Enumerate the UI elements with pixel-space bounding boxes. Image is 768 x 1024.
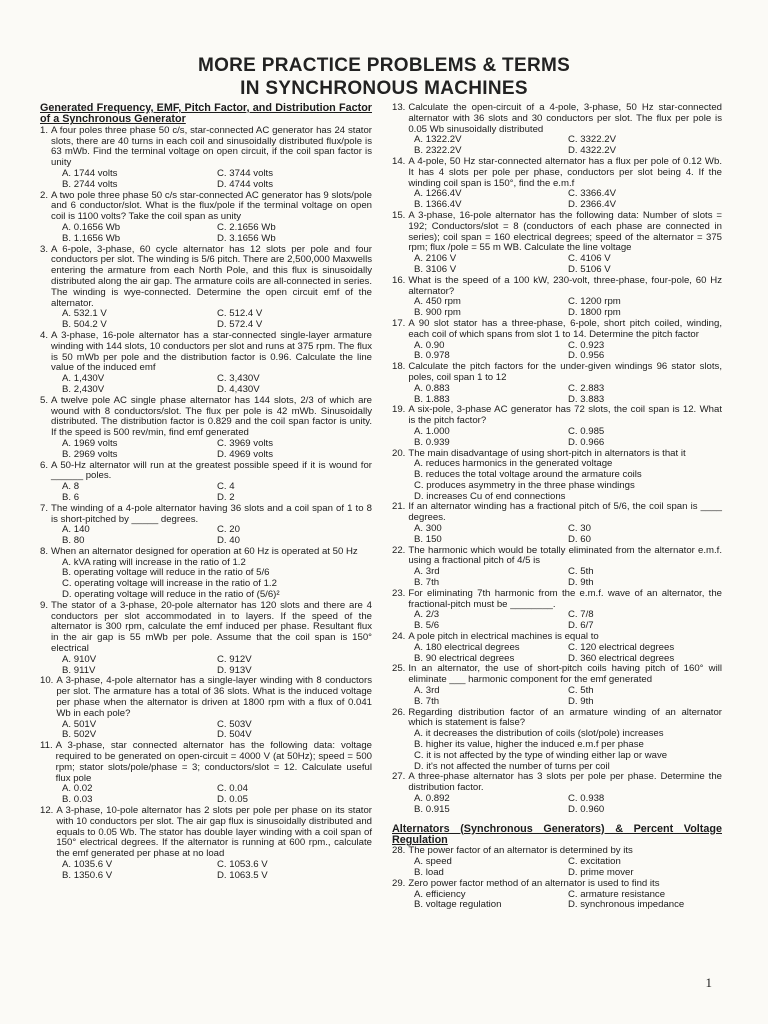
question-number: 13. bbox=[392, 102, 406, 113]
answer-options bbox=[392, 341, 722, 363]
answer-option: A. 0.892 bbox=[414, 793, 450, 804]
answer-option: D. 2366.4V bbox=[568, 199, 617, 211]
question-item bbox=[392, 362, 722, 405]
question-number: 16. bbox=[392, 274, 406, 286]
question-number: 22. bbox=[392, 544, 406, 556]
question-row bbox=[40, 461, 372, 483]
right-column bbox=[392, 103, 722, 911]
question-number: 23. bbox=[392, 587, 406, 599]
question-text: A 3-phase, 10-pole alternator has 2 slots per pole per phase on its stator with 10 conductors per slot. The air gap flux is sinusoidally distributed and equals to 0.05 Wb. The stator has double layer winding with a coil span of 150° electrical degrees. If the alternator is running at 600 rpm., calculate the emf generated per phase at no load bbox=[56, 805, 372, 860]
answer-option: D. 3.1656 Wb bbox=[217, 232, 276, 244]
page-number: 1 bbox=[705, 975, 712, 990]
answer-options bbox=[392, 794, 722, 816]
answer-option: C. 2.1656 Wb bbox=[217, 221, 276, 233]
question-item bbox=[40, 547, 372, 601]
answer-option: D. 40 bbox=[217, 535, 240, 547]
answer-option: D. increases Cu of end connections bbox=[414, 490, 566, 502]
answer-option: C. it is not affected by the type of winding either lap or wave bbox=[414, 749, 668, 761]
answer-option: C. 512.4 V bbox=[217, 308, 263, 320]
question-number: 21. bbox=[392, 501, 406, 513]
question-text: Calculate the pitch factors for the under-given windings 96 stator slots, poles, coil span 1 to 12 bbox=[408, 361, 722, 383]
question-number: 26. bbox=[392, 706, 406, 718]
answer-option: D. 5106 V bbox=[568, 263, 611, 275]
answer-option: A. 1969 volts bbox=[62, 437, 118, 449]
answer-option: A. 1035.6 V bbox=[62, 859, 113, 870]
answer-option: C. 0.938 bbox=[568, 793, 605, 804]
answer-option: A. efficiency bbox=[414, 888, 466, 900]
answer-option: A. 450 rpm bbox=[414, 296, 461, 308]
question-item bbox=[392, 546, 722, 589]
question-text: The winding of a 4-pole alternator having 36 slots and a coil span of 1 to 8 is short-pitched by _____ degrees. bbox=[51, 502, 372, 525]
question-item bbox=[40, 396, 372, 461]
question-row bbox=[40, 126, 372, 169]
answer-option: B. 1.1656 Wb bbox=[62, 232, 121, 244]
question-text: A 3-phase, 16-pole alternator has a star-connected single-layer armature winding with 144 slots, 10 conductors per slot and runs at 375 rpm. The flux is 50 mWb per pole and the distribution factor is 0.96. Calculate the line value of the induced emf bbox=[51, 329, 372, 374]
answer-option: D. 913V bbox=[217, 664, 252, 676]
question-text: The stator of a 3-phase, 20-pole alternator has 120 slots and there are 4 conductors per slot accommodated in to layers. If the speed of the alternator is 300 rpm, calculate the emf induced per phase. Resultant flux in the air gap is 55 mWb per pole. Assume that the coil span is 150° electrical bbox=[51, 599, 372, 655]
question-item bbox=[40, 461, 372, 504]
question-number: 11. bbox=[40, 740, 53, 752]
answer-option: B. 0.939 bbox=[414, 436, 450, 448]
answer-option: D. prime mover bbox=[568, 867, 634, 878]
question-number: 14. bbox=[392, 155, 406, 167]
question-number: 2. bbox=[40, 189, 49, 201]
answer-options bbox=[392, 384, 722, 406]
answer-option: C. 1053.6 V bbox=[217, 859, 268, 870]
answer-options bbox=[40, 784, 372, 806]
answer-option: C. 2.883 bbox=[568, 382, 605, 394]
question-item bbox=[40, 806, 372, 882]
answer-options bbox=[40, 558, 372, 601]
answer-option: C. 3744 volts bbox=[217, 168, 273, 179]
answer-option: C. 5th bbox=[568, 685, 594, 697]
question-item bbox=[392, 664, 722, 707]
answer-option: C. 3322.2V bbox=[568, 134, 617, 146]
question-number: 5. bbox=[40, 394, 49, 406]
question-number: 17. bbox=[392, 317, 406, 329]
answer-option: D. 504V bbox=[217, 729, 252, 741]
answer-options bbox=[392, 610, 722, 632]
question-row bbox=[40, 676, 372, 719]
answer-option: D. 6/7 bbox=[568, 620, 594, 632]
answer-option: C. 1200 rpm bbox=[568, 296, 621, 308]
question-number: 6. bbox=[40, 459, 49, 471]
question-text: A 6-pole, 3-phase, 60 cycle alternator has 12 slots per pole and four conductors per slot. The winding is 5/6 pitch. There are 2,500,000 Maxwells entering the armature from each North Pole, and this flux is sinusoidally distributed along the air gap. The armature coils are all-connected in series. The winding is wye-connected. Determine the open circuit emf of the alternator. bbox=[51, 243, 372, 309]
question-item bbox=[392, 103, 722, 157]
question-text: A six-pole, 3-phase AC generator has 72 slots, the coil span is 12. What is the pitch factor? bbox=[408, 404, 722, 427]
answer-option: A. 0.1656 Wb bbox=[62, 221, 121, 233]
question-item bbox=[392, 632, 722, 664]
question-item bbox=[40, 741, 372, 806]
question-text: A 3-phase, star connected alternator has the following data: voltage required to be generated on open-circuit = 4000 V (at 50Hz); speed = 500 rpm; stator slots/pole/phase = 3; conductors/slot = 12. Calculate useful flux pole bbox=[55, 740, 372, 784]
question-row bbox=[392, 319, 722, 341]
answer-option: B. 80 bbox=[62, 535, 85, 547]
answer-option: B. 7th bbox=[414, 695, 440, 707]
answer-options bbox=[40, 374, 372, 396]
answer-option: A. 910V bbox=[62, 653, 97, 665]
answer-options bbox=[392, 297, 722, 319]
section-heading: Alternators (Synchronous Generators) & Percent Voltage Regulation bbox=[392, 822, 722, 846]
answer-option: A. 1744 volts bbox=[62, 168, 118, 179]
question-text: A two pole three phase 50 c/s star-connected AC generator has 9 slots/pole and 6 conductor/slot. What is the flux/pole if the terminal voltage on open coil is 1100 volts? Take the coil span as unity bbox=[51, 189, 372, 223]
answer-option: D. 360 electrical degrees bbox=[568, 652, 675, 664]
question-number: 9. bbox=[40, 599, 49, 611]
page-title-line-2: IN SYNCHRONOUS MACHINES bbox=[240, 78, 528, 99]
answer-option: A. 0.883 bbox=[414, 382, 450, 394]
answer-option: C. excitation bbox=[568, 856, 621, 868]
question-text: In an alternator, the use of short-pitch coils having pitch of 160° will eliminate ___ harmonic component for the emf generated bbox=[408, 663, 722, 686]
question-number: 1. bbox=[40, 124, 49, 136]
answer-option: C. 3969 volts bbox=[217, 437, 273, 449]
answer-option: A. 2/3 bbox=[414, 609, 440, 621]
answer-options bbox=[392, 686, 722, 708]
answer-option: B. 0.978 bbox=[414, 350, 450, 362]
question-row bbox=[392, 879, 722, 890]
question-number: 7. bbox=[40, 502, 49, 514]
answer-option: A. 8 bbox=[62, 481, 80, 493]
answer-option: D. 572.4 V bbox=[217, 319, 263, 331]
answer-option: B. reduces the total voltage around the armature coils bbox=[414, 469, 642, 481]
answer-option: D. 0.05 bbox=[217, 794, 248, 806]
answer-option: C. 4106 V bbox=[568, 253, 611, 265]
answer-option: B. 150 bbox=[414, 533, 442, 545]
answer-option: B. 0.03 bbox=[62, 794, 93, 806]
answer-option: D. 0.966 bbox=[568, 436, 605, 448]
question-text: Zero power factor method of an alternator is used to find its bbox=[408, 877, 660, 889]
answer-option: A. reduces harmonics in the generated voltage bbox=[414, 458, 613, 470]
question-number: 8. bbox=[40, 545, 49, 557]
question-row bbox=[392, 664, 722, 686]
answer-option: C. 3,430V bbox=[217, 373, 260, 385]
question-item bbox=[392, 449, 722, 503]
answer-option: B. 3106 V bbox=[414, 263, 457, 275]
answer-option: B. load bbox=[414, 867, 444, 878]
answer-option: B. higher its value, higher the induced e.m.f per phase bbox=[414, 739, 644, 751]
question-text: A four poles three phase 50 c/s, star-connected AC generator has 24 stator slots, there are 40 turns in each coil and sinusoidally distributed flux/pole is 63 mWb. Find the terminal voltage on open circuit, if the coil span factor is unity bbox=[51, 124, 372, 169]
answer-option: B. voltage regulation bbox=[414, 899, 502, 911]
answer-option: B. 1.883 bbox=[414, 393, 450, 405]
answer-options bbox=[392, 427, 722, 449]
question-text: What is the speed of a 100 kW, 230-volt, three-phase, four-pole, 60 Hz alternator? bbox=[408, 274, 722, 297]
question-item bbox=[392, 589, 722, 632]
question-number: 27. bbox=[392, 771, 406, 783]
question-item bbox=[392, 405, 722, 448]
question-item bbox=[40, 126, 372, 191]
answer-options bbox=[392, 524, 722, 546]
question-item bbox=[40, 331, 372, 396]
answer-option: A. 1,430V bbox=[62, 373, 105, 385]
answer-option: A. kVA rating will increase in the ratio of 1.2 bbox=[62, 556, 246, 568]
question-number: 19. bbox=[392, 404, 406, 416]
answer-option: B. 2322.2V bbox=[414, 145, 462, 157]
answer-option: B. 7th bbox=[414, 577, 440, 589]
answer-options bbox=[392, 890, 722, 912]
question-text: A three-phase alternator has 3 slots per pole per phase. Determine the distribution factor. bbox=[408, 771, 722, 794]
answer-option: B. 911V bbox=[62, 664, 96, 676]
question-item bbox=[392, 879, 722, 911]
answer-option: D. 1800 rpm bbox=[568, 307, 621, 319]
question-number: 20. bbox=[392, 447, 406, 459]
answer-option: A. 140 bbox=[62, 524, 90, 536]
question-text: Calculate the open-circuit of a 4-pole, 3-phase, 50 Hz star-connected alternator with 36 slots and 30 conductors per slot. The flux per pole is 0.05 Wb sinusoidally distributed bbox=[408, 102, 722, 135]
answer-option: C. 503V bbox=[217, 718, 252, 730]
answer-option: D. 60 bbox=[568, 533, 591, 545]
question-item bbox=[40, 191, 372, 245]
question-row bbox=[40, 245, 372, 310]
question-row bbox=[392, 157, 722, 189]
answer-option: C. 30 bbox=[568, 523, 591, 535]
question-text: Regarding distribution factor of an armature winding of an alternator which is statement is false? bbox=[408, 706, 722, 729]
question-number: 25. bbox=[392, 663, 406, 675]
question-text: A 3-phase, 16-pole alternator has the following data: Number of slots = 192; Conductors/slot = 8 (conductors of each phase are connected in series); coil span = 160 electrical degrees; speed of the alternator = 375 rpm; flux /pole = 55 m WB. Calculate the line voltage bbox=[408, 209, 722, 254]
question-item bbox=[392, 276, 722, 319]
answer-options bbox=[392, 857, 722, 879]
answer-option: A. 300 bbox=[414, 523, 442, 535]
answer-options bbox=[392, 459, 722, 502]
answer-option: B. 0.915 bbox=[414, 803, 450, 815]
question-row bbox=[40, 806, 372, 860]
question-row bbox=[392, 405, 722, 427]
question-item bbox=[392, 319, 722, 362]
question-item bbox=[392, 708, 722, 773]
question-row bbox=[40, 331, 372, 374]
question-text: The power factor of an alternator is determined by its bbox=[408, 845, 633, 857]
answer-options bbox=[40, 309, 372, 331]
answer-option: B. 900 rpm bbox=[414, 307, 461, 319]
question-text: For eliminating 7th harmonic from the e.m.f. wave of an alternator, the fractional-pitch must be ________. bbox=[408, 587, 722, 610]
question-number: 18. bbox=[392, 361, 406, 373]
answer-option: C. 912V bbox=[217, 653, 252, 665]
question-row bbox=[392, 772, 722, 794]
page-title-line-1: MORE PRACTICE PROBLEMS & TERMS bbox=[197, 55, 571, 76]
answer-option: D. it's not affected the number of turns per coil bbox=[414, 760, 610, 772]
answer-option: B. 2,430V bbox=[62, 383, 105, 395]
answer-option: B. 2744 volts bbox=[62, 178, 118, 190]
answer-options bbox=[392, 729, 722, 772]
question-row bbox=[392, 276, 722, 298]
answer-options bbox=[40, 720, 372, 742]
answer-options bbox=[392, 189, 722, 211]
question-item bbox=[40, 676, 372, 741]
answer-option: A. 1322.2V bbox=[414, 134, 462, 146]
question-number: 29. bbox=[392, 877, 406, 889]
question-row bbox=[392, 103, 722, 135]
question-text: When an alternator designed for operation at 60 Hz is operated at 50 Hz bbox=[51, 545, 358, 557]
answer-option: D. 4744 volts bbox=[217, 178, 273, 190]
answer-option: C. 0.985 bbox=[568, 425, 605, 437]
question-item bbox=[392, 772, 722, 815]
answer-option: C. 0.04 bbox=[217, 783, 248, 795]
question-row bbox=[40, 504, 372, 526]
question-row bbox=[40, 601, 372, 655]
answer-option: D. 4969 volts bbox=[217, 448, 273, 460]
answer-option: A. 1266.4V bbox=[414, 188, 462, 200]
left-column bbox=[40, 103, 372, 882]
question-row bbox=[40, 741, 372, 784]
question-text: A pole pitch in electrical machines is equal to bbox=[408, 631, 599, 643]
question-text: If an alternator winding has a fractional pitch of 5/6, the coil span is ____ degrees. bbox=[408, 501, 722, 524]
answer-options bbox=[40, 223, 372, 245]
question-number: 3. bbox=[40, 243, 49, 255]
question-row bbox=[392, 211, 722, 254]
answer-option: A. 0.90 bbox=[414, 339, 445, 351]
answer-option: C. 0.923 bbox=[568, 339, 605, 351]
question-number: 28. bbox=[392, 845, 406, 857]
answer-option: B. 90 electrical degrees bbox=[414, 652, 515, 664]
answer-options bbox=[392, 643, 722, 665]
answer-options bbox=[40, 860, 372, 882]
answer-option: C. 120 electrical degrees bbox=[568, 641, 675, 653]
question-row bbox=[392, 502, 722, 524]
answer-option: D. operating voltage will reduce in the ratio of (5/6)² bbox=[62, 589, 280, 601]
answer-option: A. 180 electrical degrees bbox=[414, 641, 520, 653]
question-text: A 3-phase, 4-pole alternator has a single-layer winding with 8 conductors per slot. The armature has a total of 36 slots. What is the induced voltage per phase when the alternator is driven at 1800 rpm with a flux of 0.041 Wb in each pole? bbox=[56, 675, 372, 719]
answer-option: B. 2969 volts bbox=[62, 448, 118, 460]
answer-option: A. 501V bbox=[62, 718, 97, 730]
answer-options bbox=[392, 254, 722, 276]
answer-option: A. speed bbox=[414, 856, 452, 868]
answer-option: C. 5th bbox=[568, 566, 594, 578]
question-item bbox=[40, 245, 372, 331]
answer-options bbox=[40, 439, 372, 461]
answer-options bbox=[40, 655, 372, 677]
answer-option: A. 0.02 bbox=[62, 783, 93, 795]
question-row bbox=[392, 362, 722, 384]
answer-option: A. 532.1 V bbox=[62, 308, 107, 320]
question-number: 24. bbox=[392, 631, 406, 643]
answer-options bbox=[40, 482, 372, 504]
answer-option: D. 1063.5 V bbox=[217, 869, 268, 881]
answer-option: B. 1350.6 V bbox=[62, 869, 113, 881]
answer-options bbox=[392, 567, 722, 589]
answer-option: C. produces asymmetry in the three phase windings bbox=[414, 479, 635, 491]
question-number: 15. bbox=[392, 209, 406, 221]
answer-option: B. 504.2 V bbox=[62, 319, 107, 331]
question-number: 12. bbox=[40, 805, 54, 817]
answer-option: D. 3.883 bbox=[568, 393, 605, 405]
answer-option: A. 2106 V bbox=[414, 253, 457, 265]
question-text: A 4-pole, 50 Hz star-connected alternator has a flux per pole of 0.12 Wb. It has 4 slots per pole per phase, conductors per slot being 4. If the winding coil span is 150°, find the e.m.f bbox=[408, 155, 722, 189]
question-item bbox=[392, 211, 722, 276]
answer-options bbox=[40, 525, 372, 547]
answer-option: B. 1366.4V bbox=[414, 199, 462, 211]
question-row bbox=[40, 396, 372, 439]
answer-options bbox=[40, 169, 372, 191]
question-item bbox=[40, 601, 372, 677]
question-item bbox=[392, 502, 722, 545]
answer-option: A. 1.000 bbox=[414, 425, 450, 437]
answer-option: D. 0.956 bbox=[568, 350, 605, 362]
question-row bbox=[392, 708, 722, 730]
answer-option: B. 5/6 bbox=[414, 620, 440, 632]
answer-option: A. it decreases the distribution of coils (slot/pole) increases bbox=[414, 728, 664, 740]
question-item bbox=[392, 157, 722, 211]
question-text: A twelve pole AC single phase alternator has 144 slots, 2/3 of which are wound with 8 conductors/slot. The flux per pole is 42 mWb. Sinusoidally distributed. The distribution factor is 0.829 and the coil span factor is unity. If the speed is 500 rev/min, find emf generated bbox=[51, 394, 372, 439]
question-item bbox=[40, 504, 372, 547]
question-row bbox=[392, 589, 722, 611]
answer-option: C. 4 bbox=[217, 481, 235, 493]
answer-option: D. 2 bbox=[217, 491, 235, 503]
answer-option: C. 3366.4V bbox=[568, 188, 617, 200]
answer-option: B. 502V bbox=[62, 729, 97, 741]
answer-option: D. 9th bbox=[568, 695, 594, 707]
answer-options bbox=[392, 135, 722, 157]
answer-option: C. 7/8 bbox=[568, 609, 594, 621]
question-text: The harmonic which would be totally eliminated from the alternator e.m.f. using a fractional pitch of 4/5 is bbox=[408, 544, 722, 567]
answer-option: C. operating voltage will increase in the ratio of 1.2 bbox=[62, 578, 277, 590]
answer-option: C. armature resistance bbox=[568, 888, 666, 900]
question-row bbox=[40, 191, 372, 223]
question-number: 10. bbox=[40, 675, 54, 687]
answer-option: D. 4322.2V bbox=[568, 145, 617, 157]
answer-option: D. 0.960 bbox=[568, 803, 605, 815]
answer-option: D. synchronous impedance bbox=[568, 899, 685, 911]
question-text: A 90 slot stator has a three-phase, 6-pole, short pitch coiled, winding, each coil of which spans from slot 1 to 14. Determine the pitch factor bbox=[408, 317, 722, 340]
answer-option: D. 9th bbox=[568, 577, 594, 589]
question-text: The main disadvantage of using short-pitch in alternators is that it bbox=[408, 447, 686, 459]
answer-option: D. 4,430V bbox=[217, 383, 260, 395]
answer-option: B. operating voltage will reduce in the ratio of 5/6 bbox=[62, 567, 270, 579]
answer-option: A. 3rd bbox=[414, 685, 440, 697]
question-item bbox=[392, 846, 722, 878]
question-text: A 50-Hz alternator will run at the greatest possible speed if it is wound for ______ poles. bbox=[51, 459, 372, 482]
answer-option: C. 20 bbox=[217, 524, 240, 536]
section-heading: Generated Frequency, EMF, Pitch Factor, and Distribution Factor of a Synchronous Generator bbox=[40, 102, 372, 126]
question-row bbox=[392, 546, 722, 568]
question-number: 4. bbox=[40, 329, 49, 341]
answer-option: A. 3rd bbox=[414, 566, 440, 578]
answer-option: B. 6 bbox=[62, 491, 80, 503]
